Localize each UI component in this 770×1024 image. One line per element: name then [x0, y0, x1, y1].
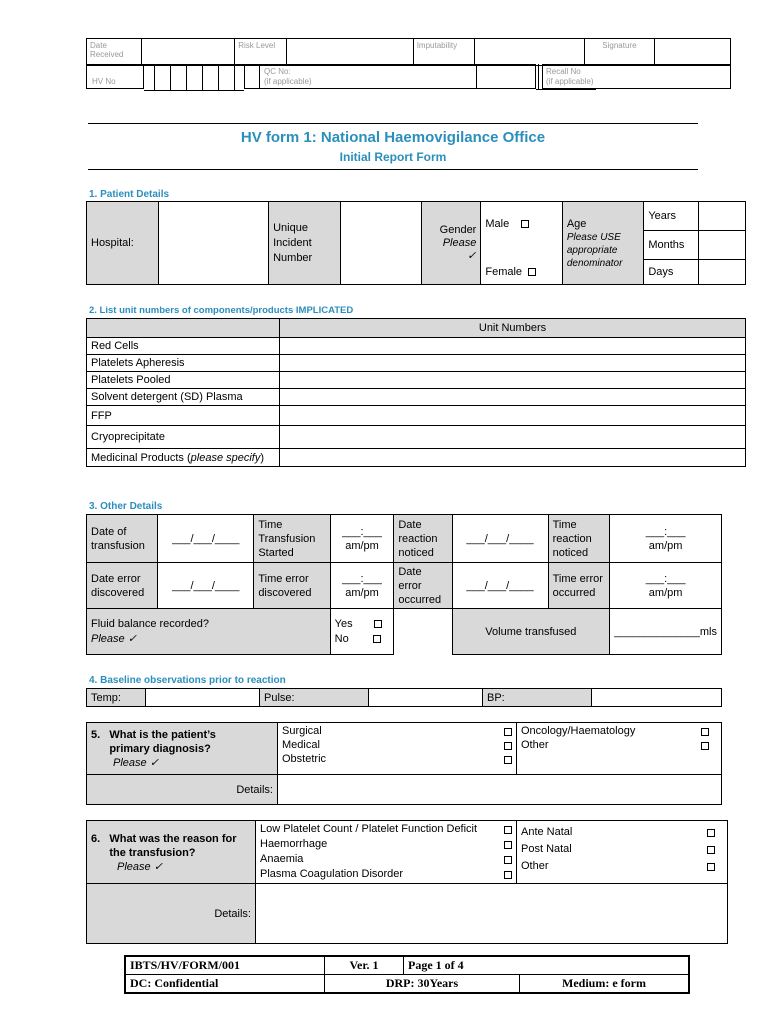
footer-dc: DC: Confidential	[125, 975, 325, 994]
fluid-yes-checkbox[interactable]	[374, 620, 382, 628]
risk-level-field[interactable]	[286, 39, 413, 66]
option-post-natal[interactable]: Post Natal	[521, 841, 723, 858]
date-reaction-label: Date reaction noticed	[394, 515, 452, 563]
hv-no-boxes[interactable]	[144, 64, 244, 91]
years-field[interactable]	[698, 202, 745, 231]
hospital-field[interactable]	[159, 202, 269, 285]
diagnosis-options-right	[517, 723, 722, 775]
days-field[interactable]	[698, 260, 745, 285]
option-ante-natal[interactable]: Ante Natal	[521, 824, 723, 841]
hv-no-label: HV No	[86, 64, 144, 89]
page-subtitle: Initial Report Form	[339, 150, 447, 164]
other-diagnosis-checkbox[interactable]	[701, 742, 709, 750]
imputability-label: Imputability	[413, 39, 475, 66]
unit-field-ffp[interactable]	[280, 406, 746, 426]
fluid-no-option[interactable]: No	[335, 632, 390, 647]
diagnosis-options-left	[278, 723, 517, 775]
qc-no-label: QC No: (if applicable)	[260, 64, 476, 89]
qc-no-field[interactable]	[476, 64, 536, 89]
age-label: Age Please USE appropriate denominator	[562, 202, 643, 285]
other-reason-checkbox[interactable]	[707, 863, 715, 871]
date-error-discovered-label: Date error discovered	[87, 563, 158, 609]
option-anaemia[interactable]: Anaemia	[260, 852, 512, 867]
fluid-no-checkbox[interactable]	[373, 635, 381, 643]
time-transfusion-label: Time Transfusion Started	[254, 515, 330, 563]
signature-field[interactable]	[655, 39, 731, 66]
medical-checkbox[interactable]	[504, 742, 512, 750]
option-oncology[interactable]: Oncology/Haematology	[521, 724, 717, 738]
section-1-heading: 1. Patient Details	[89, 189, 170, 200]
months-field[interactable]	[698, 231, 745, 260]
footer-medium: Medium: e form	[520, 975, 690, 994]
temp-field[interactable]	[146, 689, 260, 707]
time-reaction-field[interactable]: ___:___ am/pm	[610, 515, 722, 563]
ante-natal-checkbox[interactable]	[707, 829, 715, 837]
date-reaction-field[interactable]: ___/___/____	[452, 515, 548, 563]
date-error-occurred-label: Date error occurred	[394, 563, 452, 609]
date-error-discovered-field[interactable]: ___/___/____	[158, 563, 254, 609]
option-low-platelet[interactable]: Low Platelet Count / Platelet Function Deficit	[260, 822, 512, 837]
row-red-cells: Red Cells	[87, 338, 280, 355]
hospital-label: Hospital:	[87, 202, 159, 285]
option-medical[interactable]: Medical	[282, 738, 512, 752]
risk-level-label: Risk Level	[235, 39, 287, 66]
unit-field-platelets-apheresis[interactable]	[280, 355, 746, 372]
transfusion-reason-table	[86, 820, 728, 944]
date-received-field[interactable]	[141, 39, 234, 66]
oncology-checkbox[interactable]	[701, 728, 709, 736]
volume-transfused-field[interactable]: ______________mls	[610, 609, 722, 655]
bp-label: BP:	[483, 689, 592, 707]
unit-field-cryoprecipitate[interactable]	[280, 426, 746, 449]
option-surgical[interactable]: Surgical	[282, 724, 512, 738]
date-transfusion-label: Date of transfusion	[87, 515, 158, 563]
volume-transfused-label: Volume transfused	[452, 609, 610, 655]
time-error-occurred-field[interactable]: ___:___ am/pm	[610, 563, 722, 609]
option-haemorrhage[interactable]: Haemorrhage	[260, 837, 512, 852]
primary-diagnosis-table	[86, 722, 722, 805]
option-other-reason[interactable]: Other	[521, 858, 723, 875]
row-ffp: FFP	[87, 406, 280, 426]
diagnosis-details-label: Details:	[87, 775, 278, 805]
post-natal-checkbox[interactable]	[707, 846, 715, 854]
footer-drp: DRP: 30Years	[325, 975, 520, 994]
recall-no-label: Recall No (if applicable)	[542, 64, 731, 89]
date-transfusion-field[interactable]: ___/___/____	[158, 515, 254, 563]
plasma-coagulation-checkbox[interactable]	[504, 871, 512, 879]
male-checkbox[interactable]	[521, 220, 529, 228]
unit-field-sd-plasma[interactable]	[280, 389, 746, 406]
reason-options-left	[256, 821, 517, 884]
uin-field[interactable]	[340, 202, 421, 285]
row-cryoprecipitate: Cryoprecipitate	[87, 426, 280, 449]
option-obstetric[interactable]: Obstetric	[282, 752, 512, 766]
section-4-heading: 4. Baseline observations prior to reaction	[89, 675, 286, 686]
anaemia-checkbox[interactable]	[504, 856, 512, 864]
section-3-heading: 3. Other Details	[89, 501, 163, 512]
fluid-balance-options	[330, 609, 394, 655]
months-label: Months	[644, 231, 698, 260]
reason-details-label: Details:	[87, 884, 256, 944]
fluid-balance-label: Fluid balance recorded? Please ✓	[87, 609, 331, 655]
pulse-label: Pulse:	[260, 689, 369, 707]
reason-options-right	[517, 821, 728, 884]
surgical-checkbox[interactable]	[504, 728, 512, 736]
gender-label: Gender Please ✓	[422, 202, 481, 285]
low-platelet-checkbox[interactable]	[504, 826, 512, 834]
time-error-discovered-label: Time error discovered	[254, 563, 330, 609]
time-error-discovered-field[interactable]: ___:___ am/pm	[330, 563, 394, 609]
footer-version: Ver. 1	[325, 956, 404, 975]
row-sd-plasma: Solvent detergent (SD) Plasma	[87, 389, 280, 406]
time-transfusion-field[interactable]: ___:___ am/pm	[330, 515, 394, 563]
baseline-observations-table	[86, 688, 722, 707]
reason-details-field[interactable]	[256, 884, 728, 944]
date-error-occurred-field[interactable]: ___/___/____	[452, 563, 548, 609]
signature-label: Signature	[584, 39, 654, 66]
footer-page: Page 1 of 4	[404, 956, 690, 975]
section-2-heading: 2. List unit numbers of components/products IMPLICATED	[89, 305, 354, 316]
male-option[interactable]: Male	[481, 202, 562, 260]
option-other-diagnosis[interactable]: Other	[521, 738, 717, 752]
unit-field-medicinal-products[interactable]	[280, 449, 746, 467]
unit-field-red-cells[interactable]	[280, 338, 746, 355]
footer-table	[124, 955, 690, 994]
years-label: Years	[644, 202, 698, 231]
unit-numbers-table	[86, 318, 746, 467]
reason-question: 6. What was the reason for the transfusion? Please ✓	[87, 821, 256, 884]
row-platelets-apheresis: Platelets Apheresis	[87, 355, 280, 372]
page-title: HV form 1: National Haemovigilance Office	[240, 129, 546, 146]
obstetric-checkbox[interactable]	[504, 756, 512, 764]
option-plasma-coagulation[interactable]: Plasma Coagulation Disorder	[260, 867, 512, 882]
uin-label: Unique Incident Number	[269, 202, 340, 285]
other-details-table	[86, 514, 722, 655]
patient-details-table	[86, 201, 746, 285]
row-platelets-pooled: Platelets Pooled	[87, 372, 280, 389]
footer-form-id: IBTS/HV/FORM/001	[125, 956, 325, 975]
temp-label: Temp:	[87, 689, 146, 707]
pulse-field[interactable]	[369, 689, 483, 707]
unit-field-platelets-pooled[interactable]	[280, 372, 746, 389]
bp-field[interactable]	[592, 689, 722, 707]
haemorrhage-checkbox[interactable]	[504, 841, 512, 849]
female-option[interactable]: Female	[481, 260, 562, 285]
imputability-field[interactable]	[475, 39, 584, 66]
admin-header-table	[86, 38, 731, 66]
diagnosis-details-field[interactable]	[278, 775, 722, 805]
diagnosis-question: 5. What is the patient’s primary diagnosis? Please ✓	[87, 723, 278, 775]
unit-numbers-header: Unit Numbers	[280, 319, 746, 338]
date-received-label: Date Received	[87, 39, 142, 66]
time-reaction-label: Time reaction noticed	[548, 515, 610, 563]
row-medicinal-products: Medicinal Products (please specify)	[87, 449, 280, 467]
days-label: Days	[644, 260, 698, 285]
female-checkbox[interactable]	[528, 268, 536, 276]
fluid-yes-option[interactable]: Yes	[335, 617, 390, 632]
time-error-occurred-label: Time error occurred	[548, 563, 610, 609]
hv-no-row	[86, 64, 731, 90]
